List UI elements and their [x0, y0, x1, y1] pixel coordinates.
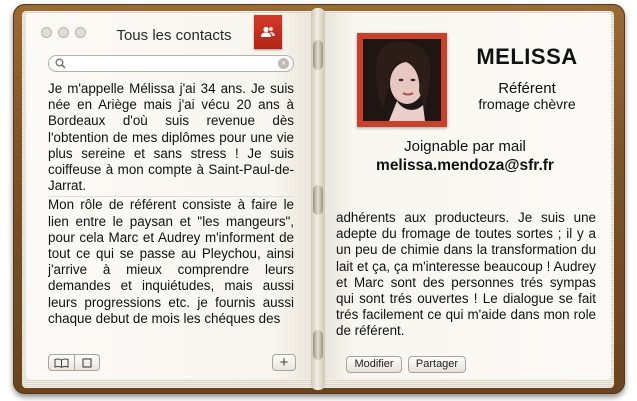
view-switcher: [48, 354, 100, 371]
open-book-view-button[interactable]: [49, 355, 74, 370]
contact-photo: [363, 39, 441, 121]
open-book-icon: [54, 358, 69, 368]
binding-ring: [313, 185, 323, 215]
portrait-image: [363, 39, 441, 121]
search-icon: [55, 58, 66, 69]
contacts-group-bookmark[interactable]: [254, 15, 282, 49]
add-contact-button[interactable]: +: [272, 354, 296, 371]
zoom-window-button[interactable]: [75, 27, 86, 38]
note-paragraph: Mon rôle de référent consiste à faire le lien entre le paysan et "les mangeurs", pour cela Marc et Audrey m'informent de tout ce qui se passe au Pleychou, ainsi j'arrive à mieux comprendre leurs demandes et inquiétudes, mais aussi leurs progressions etc. je fournis aussi chaque debut de mois les chéques des: [48, 197, 294, 326]
email-label: Joignable par mail: [404, 138, 526, 155]
note-paragraph: Je m'appelle Mélissa j'ai 34 ans. Je suis née en Ariège mais j'ai vécu 20 ans à Bordeaux d'où suis revenue dès l'obtention de mes diplômes pour une vie plus sereine et sans stress ! Je suis coiffeuse à mon compte à Saint-Paul-de-Jarrat.: [48, 81, 294, 197]
contact-photo-frame[interactable]: [357, 33, 447, 127]
binding-ring: [313, 40, 323, 70]
clear-icon[interactable]: ×: [278, 58, 289, 69]
contact-role-detail[interactable]: fromage chèvre: [478, 96, 576, 112]
contact-role[interactable]: Référent: [498, 80, 556, 97]
page-title: Tous les contacts: [116, 27, 232, 44]
note-text-left[interactable]: [48, 81, 294, 349]
contacts-group-icon: [260, 26, 276, 38]
window-controls: [41, 27, 86, 38]
binding-ring: [313, 330, 323, 360]
minimize-window-button[interactable]: [58, 27, 69, 38]
single-card-view-button[interactable]: [74, 355, 99, 370]
left-bottom-toolbar: [46, 352, 296, 373]
close-window-button[interactable]: [41, 27, 52, 38]
edit-button[interactable]: Modifier: [346, 356, 402, 373]
contact-name[interactable]: MELISSA: [476, 44, 578, 69]
note-text-right[interactable]: adhérents aux producteurs. Je suis une adepte du fromage de toutes sortes ; il y a un peu de chimie dans la transformation du lait et ça, ça m'interesse beaucoup ! Audrey et Marc sont des personnes trés sympas qui sont trés ouvertes ! Le dialogue se fait trés facilement ce qui m'aide dans mon role de référent.: [336, 210, 596, 339]
search-field[interactable]: [48, 55, 294, 72]
email-value[interactable]: melissa.mendoza@sfr.fr: [376, 157, 554, 174]
single-card-icon: [82, 358, 92, 368]
share-button[interactable]: Partager: [408, 356, 466, 373]
